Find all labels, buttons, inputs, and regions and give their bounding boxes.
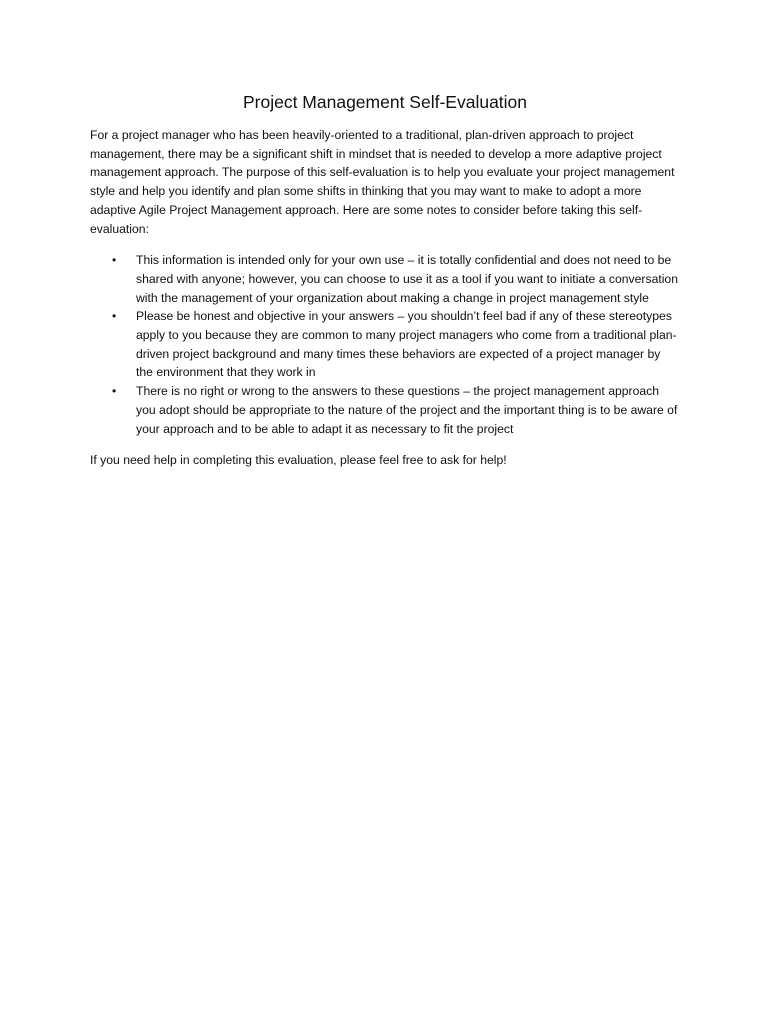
notes-list: [90, 251, 680, 438]
list-item-text: Please be honest and objective in your answers – you shouldn’t feel bad if any of these stereotypes apply to you because they are common to many project managers who come from a traditional plan-driven project background and many times these behaviors are expected of a project manager by the environment that they work in: [136, 309, 677, 380]
bullet-icon: •: [112, 309, 117, 324]
list-item: [90, 251, 680, 307]
document-body: [90, 92, 680, 470]
bullet-icon: •: [112, 384, 117, 399]
closing-paragraph: If you need help in completing this evaluation, please feel free to ask for help!: [90, 453, 507, 468]
document-title: Project Management Self-Evaluation: [242, 92, 528, 112]
list-item-text: There is no right or wrong to the answers to these questions – the project management approach you adopt should be appropriate to the nature of the project and the important thing is to be aware of your approach and to be able to adapt it as necessary to fit the project: [136, 384, 678, 436]
list-item-text: This information is intended only for your own use – it is totally confidential and does not need to be shared with anyone; however, you can choose to use it as a tool if you want to initiate a conversation with the management of your organization about making a change in project management style: [136, 253, 678, 305]
bullet-icon: •: [112, 253, 117, 268]
list-item: [90, 307, 680, 382]
intro-paragraph: For a project manager who has been heavily-oriented to a traditional, plan-driven approach to project management, there may be a significant shift in mindset that is needed to develop a more adaptive project management approach. The purpose of this self-evaluation is to help you evaluate your project management style and help you identify and plan some shifts in thinking that you may want to make to adopt a more adaptive Agile Project Management approach. Here are some notes to consider before taking this self-evaluation:: [90, 128, 675, 236]
list-item: [90, 382, 680, 438]
